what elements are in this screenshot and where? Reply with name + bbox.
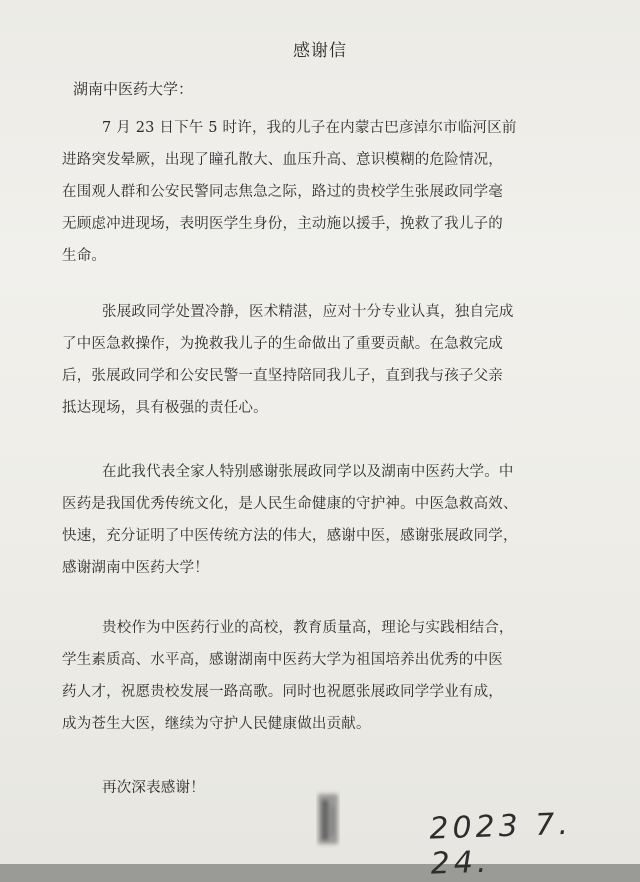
paragraph-line: 学生素质高、水平高，感谢湖南中医药大学为祖国培养出优秀的中医	[62, 652, 503, 668]
paragraph-line: 进路突发晕厥，出现了瞳孔散大、血压升高、意识模糊的危险情况，	[62, 152, 503, 168]
letter-title: 感谢信	[293, 41, 347, 61]
paragraph-line: 贵校作为中医药行业的高校，教育质量高，理论与实践相结合，	[102, 620, 514, 636]
paragraph-line: 无顾虑冲进现场，表明医学生身份，主动施以援手，挽救了我儿子的	[62, 216, 503, 232]
paragraph-line: 生命。	[62, 248, 107, 264]
paragraph-3	[62, 456, 602, 584]
paragraph-line: 后，张展政同学和公安民警一直坚持陪同我儿子，直到我与孩子父亲	[62, 368, 503, 384]
letter-salutation: 湖南中医药大学：	[73, 80, 194, 98]
paragraph-line: 张展政同学处置冷静，医术精湛，应对十分专业认真，独自完成	[102, 304, 514, 320]
paragraph-line: 抵达现场，具有极强的责任心。	[62, 400, 268, 416]
paragraph-line: 感谢湖南中医药大学！	[62, 560, 209, 576]
closing-line: 再次深表感谢！	[102, 780, 205, 796]
paragraph-line: 了中医急救操作，为挽救我儿子的生命做出了重要贡献。在急救完成	[62, 336, 503, 352]
paragraph-line: 成为苍生大医，继续为守护人民健康做出贡献。	[62, 716, 371, 732]
paragraph-line: 在此我代表全家人特别感谢张展政同学以及湖南中医药大学。中	[102, 464, 514, 480]
paragraph-2	[62, 296, 602, 424]
paragraph-1	[62, 112, 602, 272]
paragraph-line: 药人才，祝愿贵校发展一路高歌。同时也祝愿张展政同学学业有成，	[62, 684, 503, 700]
paragraph-4	[62, 612, 602, 740]
paragraph-line: 7 月 23 日下午 5 时许，我的儿子在内蒙古巴彦淖尔市临河区前	[102, 120, 517, 136]
paragraph-line: 快速，充分证明了中医传统方法的伟大，感谢中医，感谢张展政同学，	[62, 528, 518, 544]
handwritten-date: 2023 7. 24.	[428, 806, 573, 882]
signature-blurred	[312, 786, 344, 852]
paragraph-line: 在围观人群和公安民警同志焦急之际，路过的贵校学生张展政同学毫	[62, 184, 503, 200]
paragraph-line: 医药是我国优秀传统文化，是人民生命健康的守护神。中医急救高效、	[62, 496, 518, 512]
